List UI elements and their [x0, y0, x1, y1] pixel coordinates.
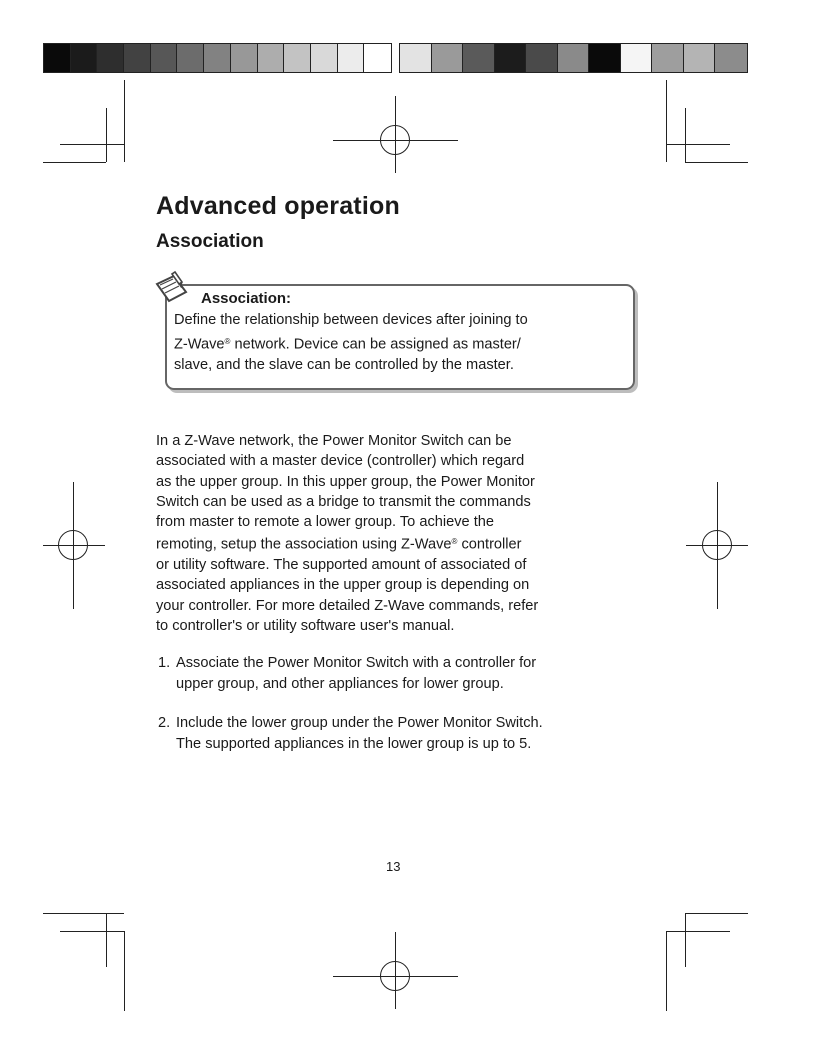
crop-mark-bottom-right-horizontal	[685, 913, 748, 914]
crop-mark-bottom-left-horizontal-inner	[60, 931, 124, 932]
paragraph-line: In a Z-Wave network, the Power Monitor Switch can be	[156, 433, 512, 449]
grayscale-calibration-bar-right	[399, 43, 748, 73]
crop-mark-bottom-right-horizontal-inner	[666, 931, 730, 932]
calibration-swatch	[652, 44, 684, 72]
crop-mark-bottom-left-horizontal	[43, 913, 124, 914]
paragraph-line: associated with a master device (controller) which regard	[156, 453, 525, 470]
calibration-swatch	[71, 44, 98, 72]
notepad-pencil-icon	[152, 270, 192, 306]
calibration-swatch	[526, 44, 558, 72]
body-paragraph	[156, 431, 538, 636]
page-heading: Advanced operation	[156, 192, 400, 220]
calibration-swatch	[684, 44, 716, 72]
calibration-swatch	[177, 44, 204, 72]
step-item-1	[158, 653, 536, 695]
calibration-swatch	[432, 44, 464, 72]
crop-mark-top-right-vertical	[666, 80, 667, 162]
grayscale-calibration-bar-left	[43, 43, 392, 73]
note-line: Define the relationship between devices after joining to	[174, 312, 528, 328]
paragraph-line: from master to remote a lower group. To achieve the	[156, 514, 494, 531]
step-item-2	[158, 713, 543, 755]
crop-mark-bottom-left-vertical	[106, 913, 107, 967]
step-line: Include the lower group under the Power Monitor Switch.	[176, 715, 543, 731]
calibration-swatch	[311, 44, 338, 72]
crop-mark-top-left-horizontal-inner	[60, 144, 124, 145]
crop-mark-top-left-vertical-inner	[106, 108, 107, 162]
paragraph-line: or utility software. The supported amount of associated of	[156, 557, 527, 574]
calibration-swatch	[715, 44, 747, 72]
paragraph-line: your controller. For more detailed Z-Wave commands, refer	[156, 597, 539, 614]
calibration-swatch	[204, 44, 231, 72]
crop-mark-bottom-right-vertical	[685, 913, 686, 967]
crop-mark-top-right-horizontal-inner	[666, 144, 730, 145]
crop-mark-top-left-horizontal	[43, 162, 106, 163]
paragraph-line: remoting, setup the association using Z-Wave® controller	[156, 536, 522, 553]
crop-mark-bottom-left-vertical-outer	[124, 931, 125, 1011]
crop-mark-top-left-vertical	[124, 80, 125, 162]
note-line: Z-Wave® network. Device can be assigned as master/	[174, 336, 521, 353]
calibration-swatch	[151, 44, 178, 72]
calibration-swatch	[621, 44, 653, 72]
step-number: 2.	[158, 715, 171, 731]
paragraph-line: to controller's or utility software user's manual.	[156, 618, 455, 635]
calibration-swatch	[124, 44, 151, 72]
note-body	[174, 310, 644, 376]
calibration-swatch	[558, 44, 590, 72]
calibration-swatch	[231, 44, 258, 72]
crop-mark-top-right-horizontal	[685, 162, 748, 163]
note-line: slave, and the slave can be controlled by the master.	[174, 357, 514, 374]
page-number: 13	[386, 859, 401, 874]
section-heading: Association	[156, 231, 264, 252]
paragraph-line: as the upper group. In this upper group, the Power Monitor	[156, 473, 535, 490]
crop-mark-bottom-right-vertical-outer	[666, 931, 667, 1011]
calibration-swatch	[338, 44, 365, 72]
calibration-swatch	[258, 44, 285, 72]
calibration-swatch	[400, 44, 432, 72]
calibration-swatch	[463, 44, 495, 72]
calibration-swatch	[589, 44, 621, 72]
calibration-swatch	[495, 44, 527, 72]
calibration-swatch	[284, 44, 311, 72]
note-title: Association:	[201, 290, 292, 307]
crop-mark-top-right-vertical-inner	[685, 108, 686, 162]
paragraph-line: associated appliances in the upper group is depending on	[156, 577, 530, 594]
step-line: upper group, and other appliances for lower group.	[176, 676, 504, 692]
paragraph-line: Switch can be used as a bridge to transmit the commands	[156, 493, 531, 510]
calibration-swatch	[364, 44, 391, 72]
step-line: The supported appliances in the lower group is up to 5.	[176, 736, 532, 752]
step-number: 1.	[158, 655, 171, 671]
step-line: Associate the Power Monitor Switch with a controller for	[176, 655, 537, 671]
calibration-swatch	[44, 44, 71, 72]
calibration-swatch	[97, 44, 124, 72]
